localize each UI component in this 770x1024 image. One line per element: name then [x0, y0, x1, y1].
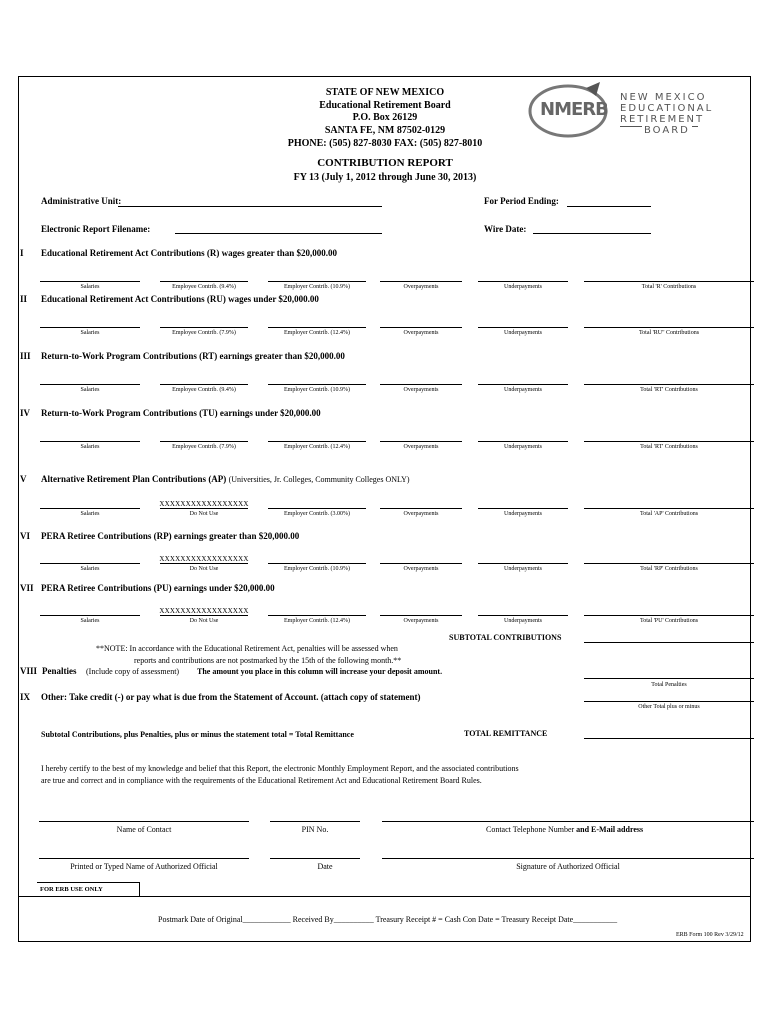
s2-salaries-input[interactable] [40, 327, 140, 328]
other-title: Other: Take credit (-) or pay what is due from the Statement of Account. (attach copy of statement) [41, 692, 421, 702]
contact-phone-text: Contact Telephone Number [486, 825, 575, 834]
penalties-copy: (Include copy of assessment) [86, 667, 180, 676]
nmerb-logo [528, 80, 748, 140]
s4-total-input[interactable] [584, 441, 754, 442]
s2-overpayments-input[interactable] [380, 327, 462, 328]
contact-name-input[interactable] [39, 821, 249, 822]
subtotal-label: SUBTOTAL CONTRIBUTIONS [449, 633, 562, 642]
penalties-bold-note: The amount you place in this column will increase your deposit amount. [197, 667, 443, 676]
header-pobox: P.O. Box 26129 [352, 112, 418, 123]
s7-donotuse-label: Do Not Use [189, 618, 219, 624]
s2-employee-label: Employee Contrib. (7.9%) [172, 330, 236, 336]
section-3-title: Return-to-Work Program Contributions (RT) earnings greater than $20,000.00 [41, 351, 345, 361]
other-input[interactable] [584, 701, 754, 702]
s1-employee-label: Employee Contrib. (9.4%) [172, 284, 236, 290]
s6-underpayments-label: Underpayments [504, 566, 542, 572]
s5-underpayments-input[interactable] [478, 508, 568, 509]
contact-email-text: and E-Mail address [576, 825, 644, 834]
header-state: STATE OF NEW MEXICO [325, 87, 445, 98]
s3-employer-input[interactable] [268, 384, 366, 385]
s1-salaries-input[interactable] [40, 281, 140, 282]
cert-line-1: I hereby certify to the best of my knowledge and belief that this Report, the electronic Monthly Employment Report, and the associated contributions [41, 764, 519, 773]
header-city: SANTA FE, NM 87502-0129 [324, 125, 446, 136]
s7-total-label: Total 'PU' Contributions [639, 618, 699, 624]
date-input[interactable] [270, 858, 360, 859]
s7-underpayments-label: Underpayments [504, 618, 542, 624]
s3-total-label: Total 'RT' Contributions [640, 387, 698, 393]
s4-salaries-input[interactable] [40, 441, 140, 442]
s3-salaries-input[interactable] [40, 384, 140, 385]
s2-salaries-label: Salaries [80, 330, 100, 336]
s3-overpayments-label: Overpayments [403, 387, 439, 393]
admin-unit-input[interactable] [118, 206, 382, 207]
signature-label: Signature of Authorized Official [516, 862, 620, 871]
cert-line-2: are true and correct and in compliance with the requirements of the Educational Retirement Act and Educational Retirement Board Rules. [41, 776, 482, 785]
section-5-number: V [20, 474, 27, 484]
section-6-title: PERA Retiree Contributions (RP) earnings greater than $20,000.00 [41, 531, 300, 541]
header-phone: PHONE: (505) 827-8030 FAX: (505) 827-8010 [287, 138, 483, 149]
s7-total-input[interactable] [584, 615, 754, 616]
s6-donotuse-label: Do Not Use [189, 566, 219, 572]
s4-overpayments-label: Overpayments [403, 444, 439, 450]
s7-salaries-input[interactable] [40, 615, 140, 616]
logo-text-2: EDUCATIONAL [620, 103, 714, 114]
section-4-number: IV [20, 408, 31, 418]
s7-underpayments-input[interactable] [478, 615, 568, 616]
subtotal-input[interactable] [584, 642, 754, 643]
s5-xxx: XXXXXXXXXXXXXXXXX [159, 500, 249, 508]
s5-underpayments-label: Underpayments [504, 511, 542, 517]
s2-total-label: Total 'RU" Contributions [638, 330, 700, 336]
pin-input[interactable] [270, 821, 360, 822]
s5-salaries-input[interactable] [40, 508, 140, 509]
admin-unit-label: Administrative Unit: [41, 196, 122, 206]
remit-text: Subtotal Contributions, plus Penalties, plus or minus the statement total = Total Remittance [41, 730, 354, 739]
s6-salaries-label: Salaries [80, 566, 100, 572]
s3-underpayments-input[interactable] [478, 384, 568, 385]
header-board: Educational Retirement Board [319, 100, 451, 111]
section-5-title-text: Alternative Retirement Plan Contributions (AP) [41, 474, 227, 484]
s1-employer-label: Employer Contrib. (10.9%) [284, 284, 350, 290]
s4-underpayments-input[interactable] [478, 441, 568, 442]
s7-overpayments-label: Overpayments [403, 618, 439, 624]
period-ending-label: For Period Ending: [484, 196, 559, 206]
period-ending-input[interactable] [567, 206, 651, 207]
filename-label: Electronic Report Filename: [41, 224, 151, 234]
s7-overpayments-input[interactable] [380, 615, 462, 616]
s2-underpayments-input[interactable] [478, 327, 568, 328]
total-remittance-label: TOTAL REMITTANCE [464, 729, 548, 738]
section-4-title: Return-to-Work Program Contributions (TU) earnings under $20,000.00 [41, 408, 321, 418]
s2-total-input[interactable] [584, 327, 754, 328]
s3-salaries-label: Salaries [80, 387, 100, 393]
section-5-title-note: (Universities, Jr. Colleges, Community Colleges ONLY) [228, 475, 410, 484]
erb-use-divider [18, 896, 751, 897]
s1-total-label: Total 'R' Contributions [641, 284, 697, 290]
s3-employee-label: Employee Contrib. (9.4%) [172, 387, 236, 393]
s6-overpayments-input[interactable] [380, 563, 462, 564]
report-title: CONTRIBUTION REPORT [317, 157, 453, 169]
s1-underpayments-label: Underpayments [504, 284, 542, 290]
s3-underpayments-label: Underpayments [504, 387, 542, 393]
contact-name-label: Name of Contact [116, 825, 172, 834]
form-id: ERB Form 100 Rev 3/29/12 [676, 932, 744, 938]
s5-employee-input [160, 508, 248, 509]
section-2-title: Educational Retirement Act Contributions (RU) wages under $20,000.00 [41, 294, 319, 304]
note-line-2: reports and contributions are not postmarked by the 15th of the following month.** [134, 656, 402, 665]
s2-overpayments-label: Overpayments [403, 330, 439, 336]
penalties-input[interactable] [584, 678, 754, 679]
section-1-title: Educational Retirement Act Contributions (R) wages greater than $20,000.00 [41, 248, 337, 258]
s4-overpayments-input[interactable] [380, 441, 462, 442]
section-5-title [41, 474, 410, 484]
logo-mark: NMERB [540, 99, 608, 120]
printed-name-input[interactable] [39, 858, 249, 859]
s1-overpayments-label: Overpayments [403, 284, 439, 290]
s3-total-input[interactable] [584, 384, 754, 385]
s7-employee-input [160, 615, 248, 616]
s1-employee-input[interactable] [160, 281, 248, 282]
s2-employer-label: Employer Contrib. (12.4%) [284, 330, 350, 336]
section-7-title: PERA Retiree Contributions (PU) earnings under $20,000.00 [41, 583, 275, 593]
s5-employer-label: Employer Contrib. (3.00%) [284, 511, 350, 517]
penalties-title: Penalties [42, 666, 77, 676]
fiscal-year: FY 13 (July 1, 2012 through June 30, 2013) [293, 172, 477, 183]
s4-employee-input[interactable] [160, 441, 248, 442]
s1-employer-input[interactable] [268, 281, 366, 282]
s4-employer-input[interactable] [268, 441, 366, 442]
s6-employer-label: Employer Contrib. (10.9%) [284, 566, 350, 572]
note-line-1: **NOTE: In accordance with the Educational Retirement Act, penalties will be assessed when [96, 644, 398, 653]
s4-employee-label: Employee Contrib. (7.9%) [172, 444, 236, 450]
s6-overpayments-label: Overpayments [403, 566, 439, 572]
erb-footer-line: Postmark Date of Original____________ Received By__________ Treasury Receipt # = Cash Con Date = Treasury Receipt Date___________ [158, 915, 618, 924]
s6-salaries-input[interactable] [40, 563, 140, 564]
s7-salaries-label: Salaries [80, 618, 100, 624]
s3-employee-input[interactable] [160, 384, 248, 385]
s6-employer-input[interactable] [268, 563, 366, 564]
s6-total-label: Total 'RP' Contributions [640, 566, 698, 572]
s2-underpayments-label: Underpayments [504, 330, 542, 336]
s2-employee-input[interactable] [160, 327, 248, 328]
signature-input[interactable] [382, 858, 754, 859]
section-8-number: VIII [20, 666, 38, 676]
s6-underpayments-input[interactable] [478, 563, 568, 564]
printed-name-label: Printed or Typed Name of Authorized Official [70, 862, 218, 871]
s4-salaries-label: Salaries [80, 444, 100, 450]
contact-phone-label [486, 825, 643, 834]
wire-date-label: Wire Date: [484, 224, 527, 234]
wire-date-input[interactable] [533, 233, 651, 234]
contact-phone-email-input[interactable] [382, 821, 754, 822]
s6-total-input[interactable] [584, 563, 754, 564]
s5-employer-input[interactable] [268, 508, 366, 509]
s5-donotuse-label: Do Not Use [189, 511, 219, 517]
s1-salaries-label: Salaries [80, 284, 100, 290]
section-1-number: I [20, 248, 24, 258]
s6-employee-input [160, 563, 248, 564]
pin-label: PIN No. [301, 825, 329, 834]
s4-total-label: Total 'RT' Contributions [640, 444, 698, 450]
s4-employer-label: Employer Contrib. (12.4%) [284, 444, 350, 450]
s1-overpayments-input[interactable] [380, 281, 462, 282]
s1-total-input[interactable] [584, 281, 754, 282]
erb-use-label: FOR ERB USE ONLY [40, 886, 103, 893]
s5-total-input[interactable] [584, 508, 754, 509]
s6-xxx: XXXXXXXXXXXXXXXXX [159, 555, 249, 563]
s7-employer-input[interactable] [268, 615, 366, 616]
s5-overpayments-label: Overpayments [403, 511, 439, 517]
s5-overpayments-input[interactable] [380, 508, 462, 509]
s7-xxx: XXXXXXXXXXXXXXXXX [159, 607, 249, 615]
total-remittance-input[interactable] [584, 738, 754, 739]
section-7-number: VII [20, 583, 34, 593]
other-total-label: Other Total plus or minus [638, 704, 700, 710]
date-label: Date [317, 862, 333, 871]
penalties-total-label: Total Penalties [651, 682, 687, 688]
s5-total-label: Total 'AP' Contributions [639, 511, 699, 517]
logo-text-3: RETIREMENT [620, 114, 705, 125]
section-6-number: VI [20, 531, 31, 541]
s3-overpayments-input[interactable] [380, 384, 462, 385]
filename-input[interactable] [175, 233, 382, 234]
section-2-number: II [20, 294, 28, 304]
s2-employer-input[interactable] [268, 327, 366, 328]
s1-underpayments-input[interactable] [478, 281, 568, 282]
section-3-number: III [20, 351, 31, 361]
s4-underpayments-label: Underpayments [504, 444, 542, 450]
section-9-number: IX [20, 692, 31, 702]
s7-employer-label: Employer Contrib. (12.4%) [284, 618, 350, 624]
logo-text-4: BOARD [644, 125, 690, 136]
s3-employer-label: Employer Contrib. (10.9%) [284, 387, 350, 393]
s5-salaries-label: Salaries [80, 511, 100, 517]
logo-text-1: NEW MEXICO [620, 92, 707, 103]
